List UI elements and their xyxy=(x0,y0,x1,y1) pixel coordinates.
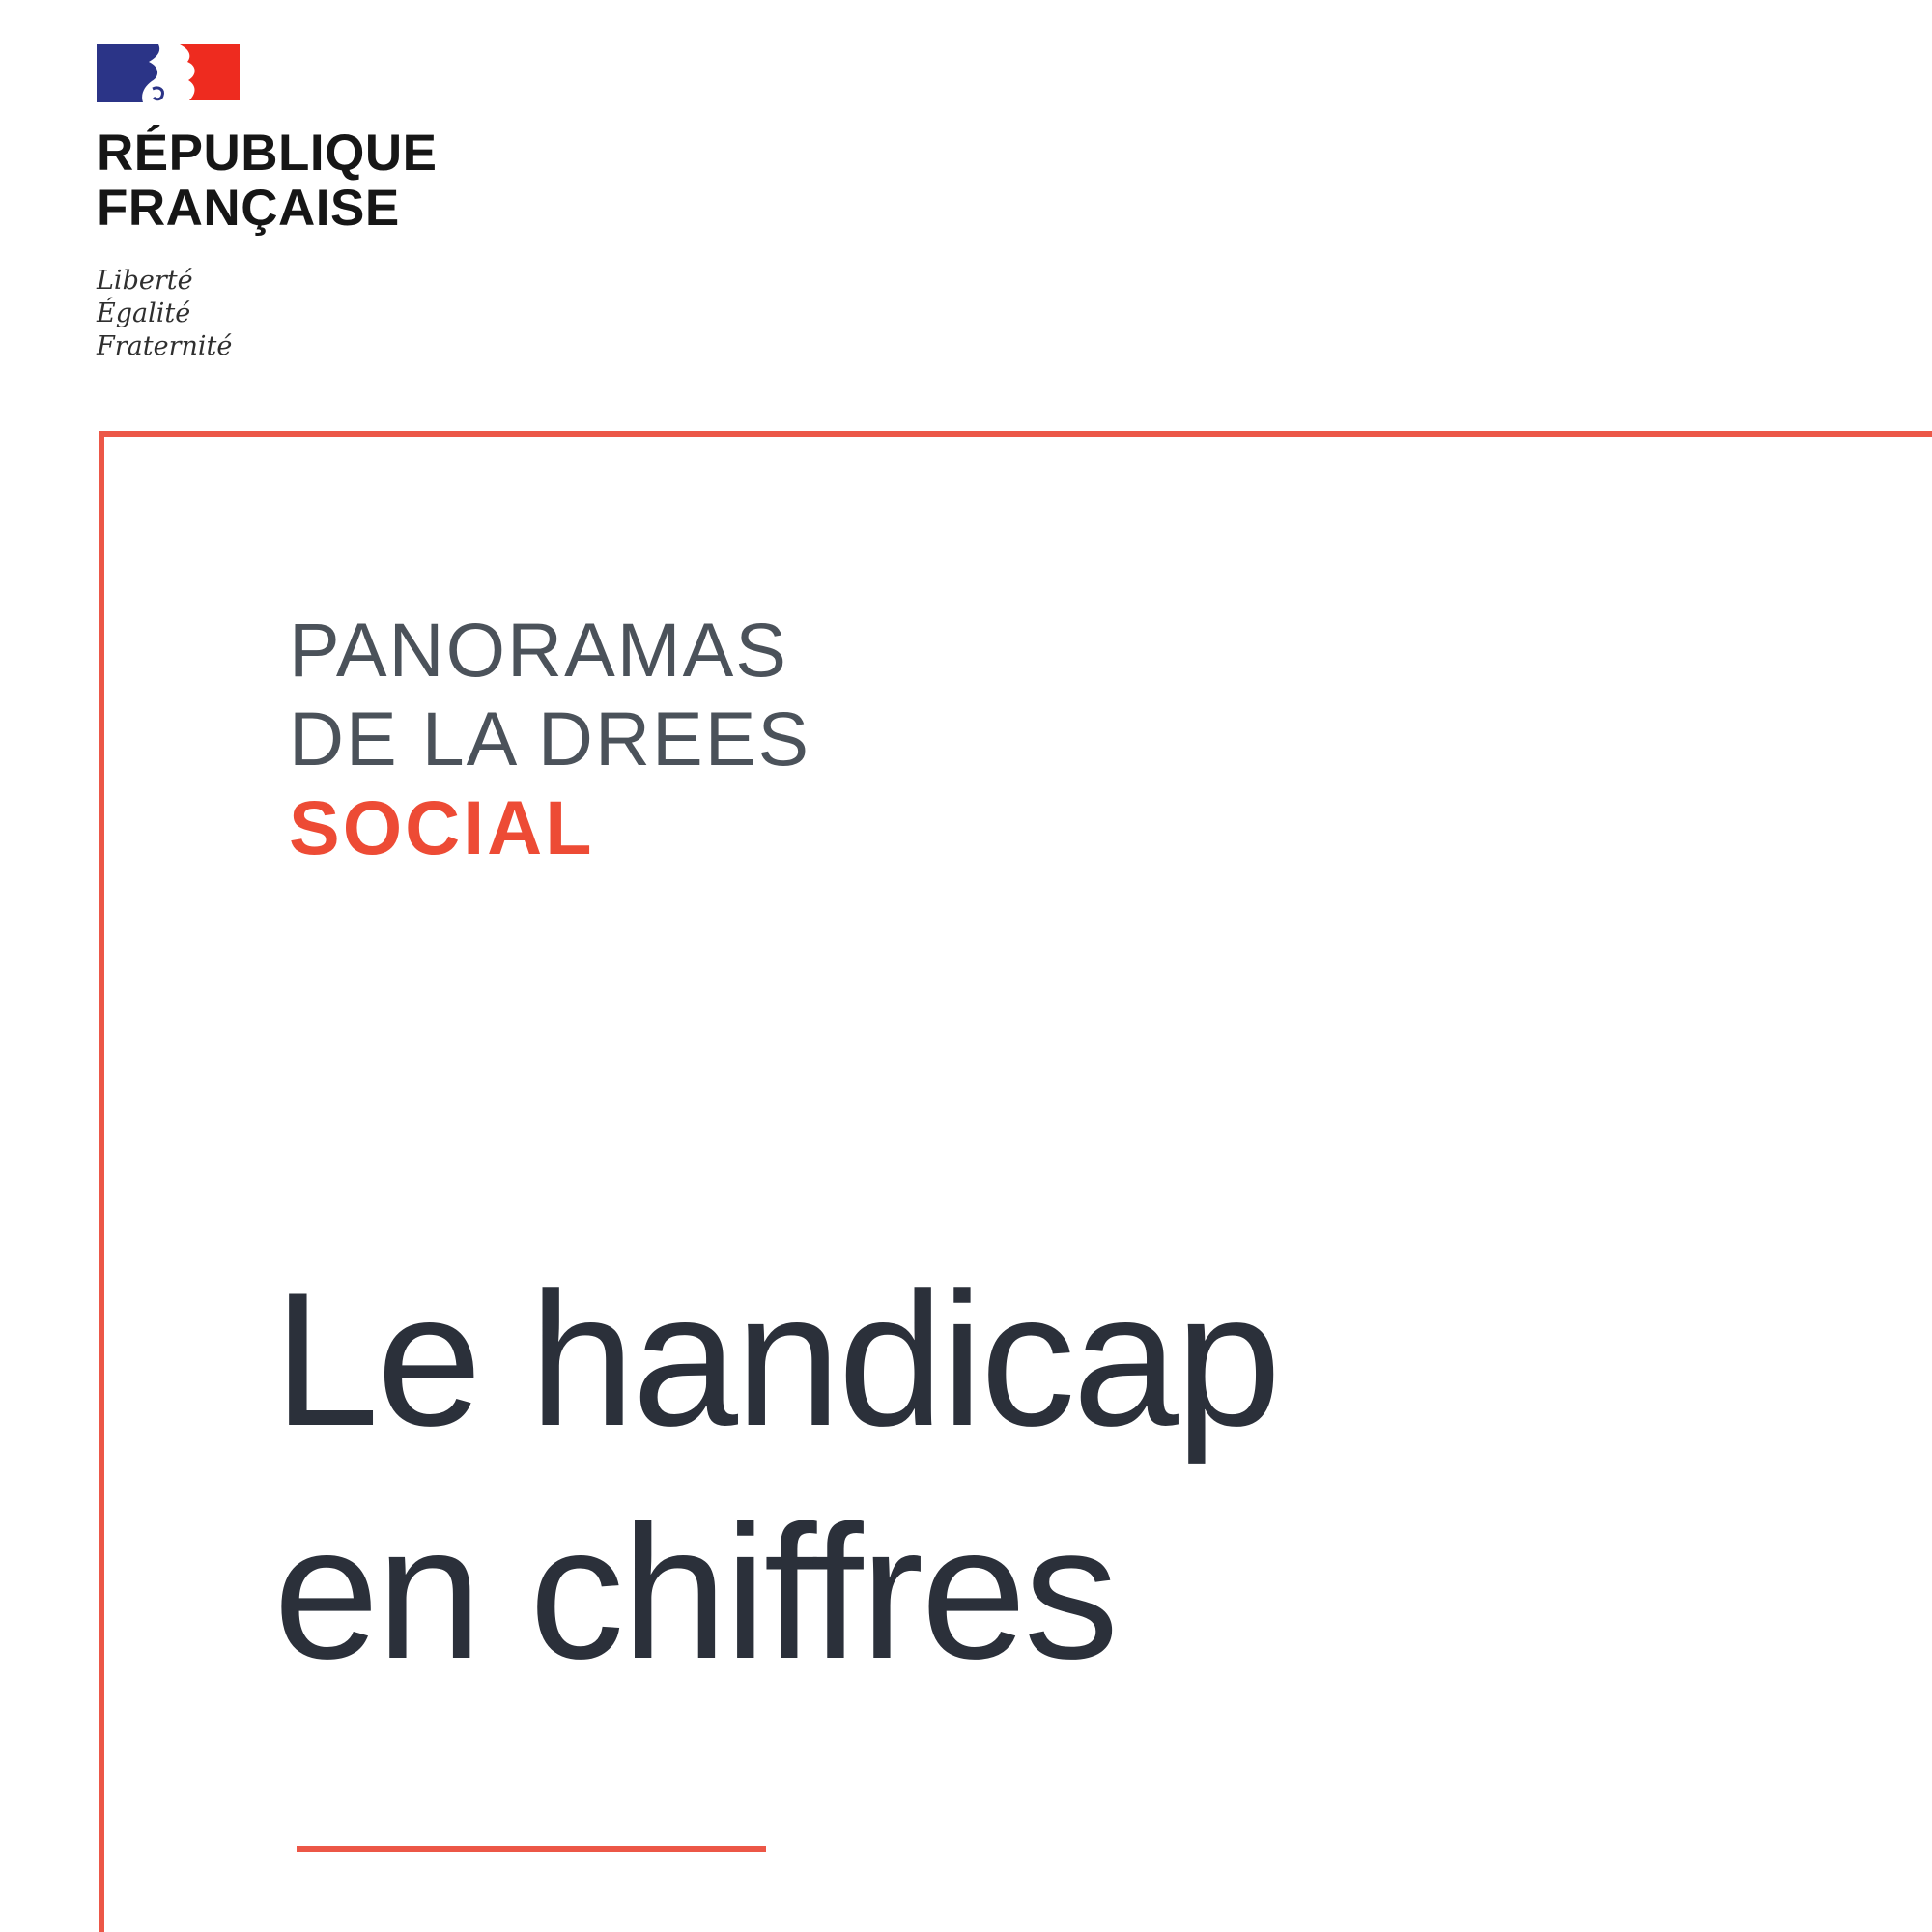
institution-name xyxy=(97,126,437,236)
frame-left-border xyxy=(99,431,104,1932)
collection-series-label: SOCIAL xyxy=(289,784,595,870)
frame-top-border xyxy=(99,431,1932,437)
institution-name-line2: FRANÇAISE xyxy=(97,180,400,237)
collection-block xyxy=(289,606,810,872)
collection-name-line1: PANORAMAS xyxy=(289,607,788,693)
title-underline-rule xyxy=(297,1846,766,1852)
motto-line-fraternite: Fraternité xyxy=(97,331,233,361)
publication-title-line2: en chiffres xyxy=(273,1486,1117,1698)
institution-name-line1: RÉPUBLIQUE xyxy=(97,125,438,182)
motto xyxy=(97,265,437,363)
motto-line-liberte: Liberté xyxy=(97,266,193,296)
publication-title xyxy=(273,1243,1279,1709)
republique-francaise-logo-block xyxy=(97,44,437,363)
motto-line-egalite: Égalité xyxy=(97,298,191,328)
collection-name-line2: DE LA DREES xyxy=(289,696,811,781)
french-flag-marianne-icon xyxy=(97,44,242,102)
publication-title-line1: Le handicap xyxy=(273,1253,1279,1465)
